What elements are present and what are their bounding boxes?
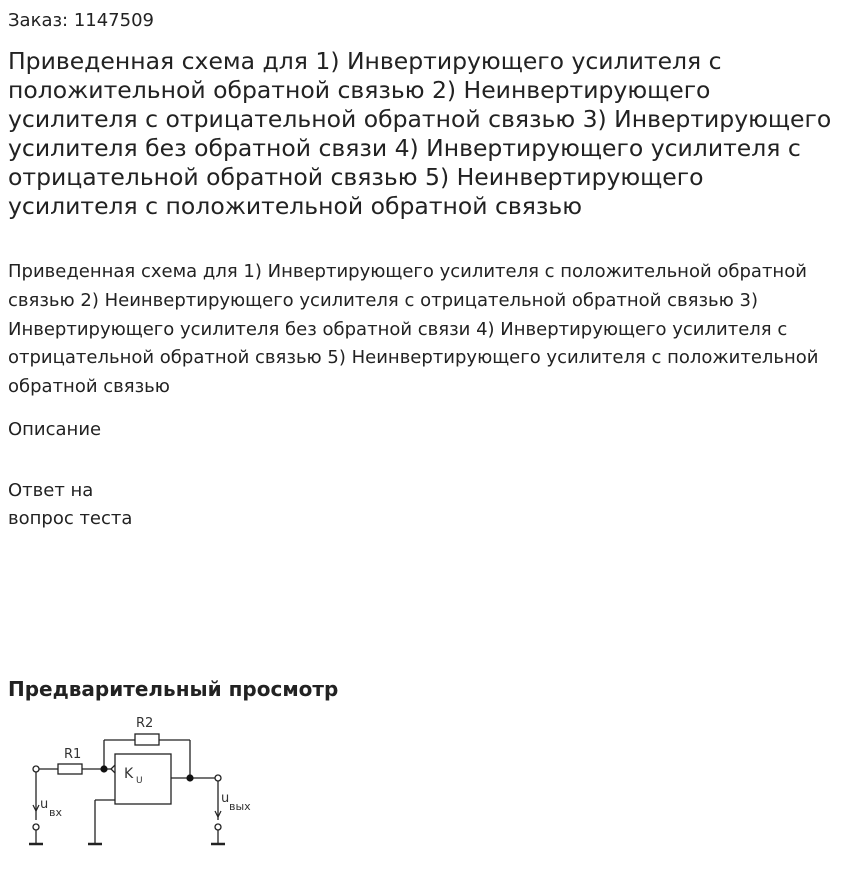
output-junction-dot xyxy=(186,774,193,781)
r2-label: R2 xyxy=(136,716,154,731)
answer-line-1: Ответ на xyxy=(8,480,94,501)
amp-label: K xyxy=(124,766,134,782)
answer-line-2: вопрос теста xyxy=(8,508,133,529)
amp-sub-label: U xyxy=(136,776,143,786)
question-title: Приведенная схема для 1) Инвертирующего усилителя с положительной обратной связью 2) Неинвертирующего усилителя с отрицательной обратной связью 3) Инвертирующего усилителя без обратной связи 4) Инвертирующего усилителя с отрицательной обратной связью 5) Неинвертирующего усилителя с положительной обратной связью xyxy=(8,47,832,220)
uin-sub-label: вх xyxy=(49,806,62,819)
input-terminal xyxy=(33,766,39,772)
r1-resistor xyxy=(58,764,82,774)
order-number: Заказ: 1147509 xyxy=(8,10,154,31)
output-ground-terminal xyxy=(215,824,221,830)
input-junction-dot xyxy=(100,765,107,772)
preview-heading: Предварительный просмотр xyxy=(8,677,339,701)
r1-label: R1 xyxy=(64,747,82,762)
uout-sub-label: вых xyxy=(229,800,251,813)
circuit-diagram xyxy=(20,710,260,850)
r2-resistor xyxy=(135,734,159,745)
description-label: Описание xyxy=(8,419,102,440)
question-body: Приведенная схема для 1) Инвертирующего усилителя с положительной обратной связью 2) Неинвертирующего усилителя с отрицательной обратной связью 3) Инвертирующего усилителя без обратной связи 4) Инвертирующего усилителя с отрицательной обратной связью 5) Неинвертирующего усилителя с положительной обратной связью xyxy=(8,261,819,398)
uout-label: u xyxy=(221,791,230,806)
output-terminal xyxy=(215,775,221,781)
answer-label xyxy=(8,477,158,533)
uin-label: u xyxy=(40,797,49,812)
input-ground-terminal xyxy=(33,824,39,830)
